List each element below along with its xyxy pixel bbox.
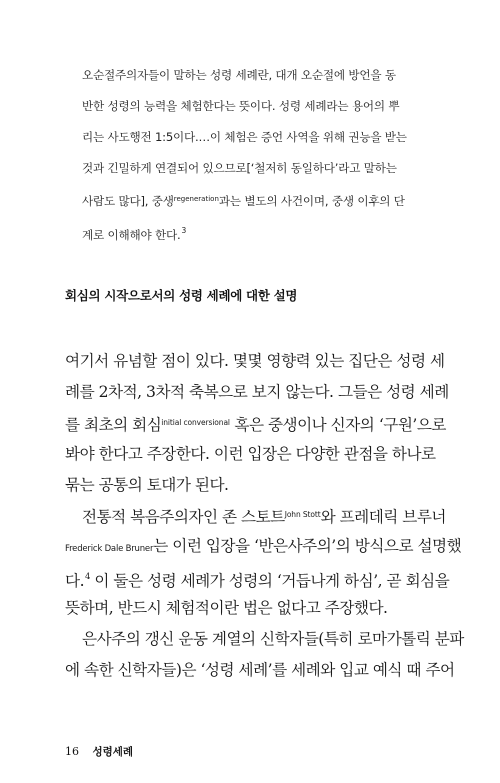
body-line: 에 속한 신학자들)은 ‘성령 세례’를 세례와 입교 예식 때 주어 [65,660,455,679]
page-footer [65,744,133,759]
quote-line [82,215,430,246]
section-heading: 회심의 시작으로서의 성령 세례에 대한 설명 [65,288,298,303]
english-gloss: regeneration [173,195,219,203]
body-text-run: 와 프레데릭 브루너 [320,508,447,527]
quote-line: 리는 사도행전 1:5이다.…이 체험은 증언 사역을 위해 권능을 받는 [82,130,407,144]
running-title: 성령세례 [92,746,134,758]
quote-line: 반한 성령의 능력을 체험한다는 뜻이다. 성령 세례라는 용어의 뿌 [82,99,400,113]
body-line: 은사주의 갱신 운동 계열의 신학자들(특히 로마가톨릭 분파 [82,630,464,649]
quote-line [82,184,430,215]
body-text-run: 다. [65,572,85,591]
body-text-run: 는 이런 입장을 ‘반은사주의’의 방식으로 설명했 [153,537,462,556]
body-line: 여기서 유념할 점이 있다. 몇몇 영향력 있는 집단은 성령 세 [65,352,445,370]
body-line: 례를 2차적, 3차적 축복으로 보지 않는다. 그들은 성령 세례 [65,382,449,401]
body-line [65,408,448,439]
footnote-reference[interactable]: 3 [181,226,187,235]
quote-text: 계로 이해해야 한다. [82,228,181,242]
body-text [65,346,464,686]
block-quote [82,60,430,246]
english-gloss: Frederick Dale Bruner [65,544,154,555]
body-text-run: 전통적 복음주의자인 존 스토트 [82,508,285,527]
body-line: 봐야 한다고 주장한다. 이런 입장은 다양한 관점을 하나로 [65,444,436,463]
footnote-reference[interactable]: 4 [85,572,90,583]
quote-text: 사람도 많다], 중생 [82,194,174,208]
quote-text: 과는 별도의 사건이며, 중생 이후의 단 [218,194,405,208]
body-line [65,562,448,593]
page-number: 16 [65,745,79,758]
quote-line: 오순절주의자들이 말하는 성령 세례란, 대개 오순절에 방언을 동 [82,68,396,82]
body-line: 묶는 공통의 토대가 된다. [65,475,229,494]
body-line [65,531,462,562]
body-text-run: 혹은 중생이나 신자의 ‘구원’으로 [229,415,446,434]
body-text-run: 이 둘은 성령 세례가 성령의 ‘거듭나게 하심’, 곧 회심을 [89,572,450,591]
quote-line: 것과 긴밀하게 연결되어 있으므로[‘철저히 동일하다’라고 말하는 [82,161,397,175]
english-gloss: John Stott [284,510,321,520]
body-line [65,500,448,531]
body-text-run: 를 최초의 회심 [65,415,162,434]
english-gloss: initial conversional [161,417,230,427]
body-line: 뜻하며, 반드시 체험적이란 법은 없다고 주장했다. [65,599,388,618]
